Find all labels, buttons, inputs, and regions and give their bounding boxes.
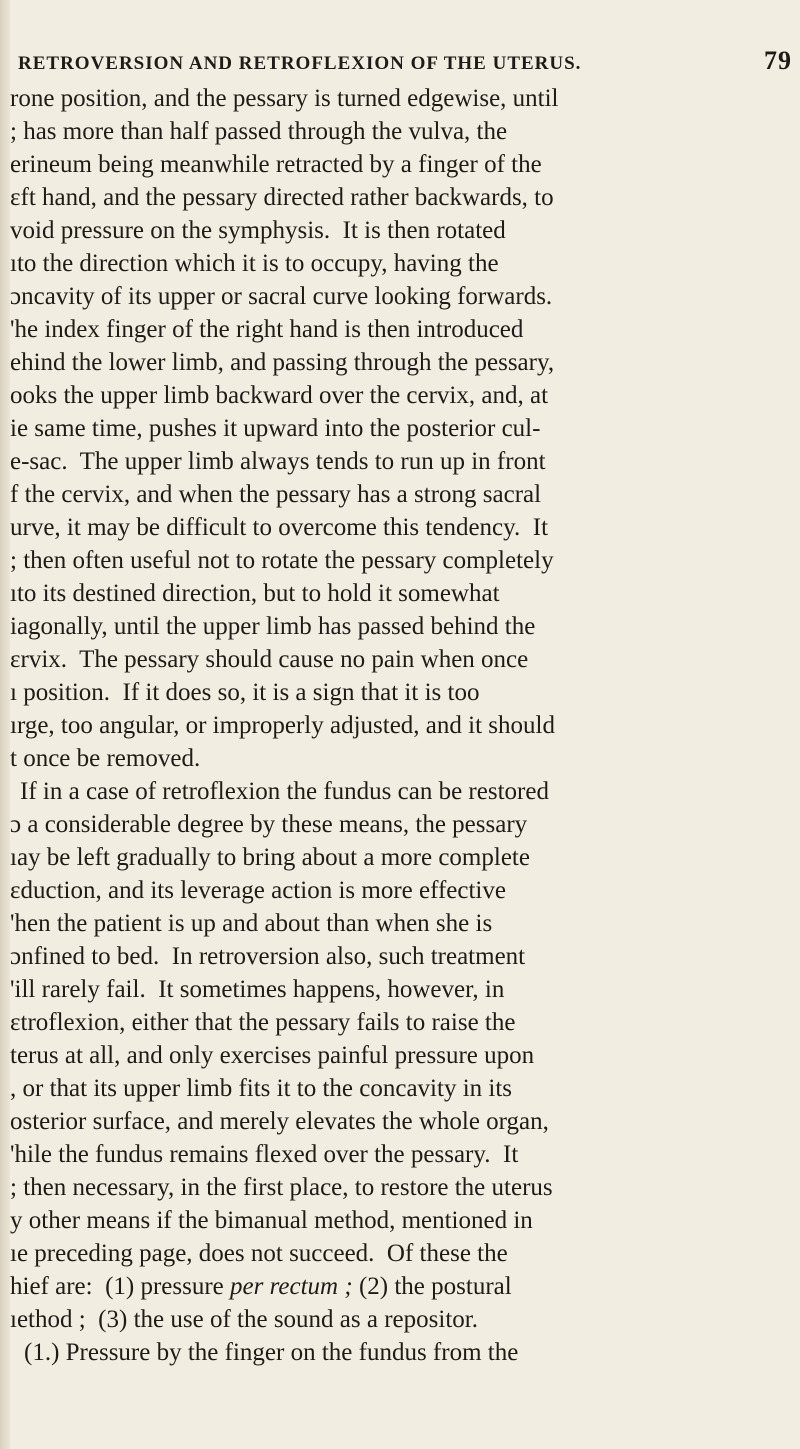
text-line: ıto the direction which it is to occupy, having the: [10, 250, 499, 277]
text-line: ıethod ; (3) the use of the sound as a repositor.: [10, 1306, 478, 1333]
body-text: [10, 82, 800, 1369]
text-line: void pressure on the symphysis. It is then rotated: [10, 217, 506, 244]
paragraph-start-line: If in a case of retroflexion the fundus can be restored: [20, 778, 549, 805]
page-number: 79: [764, 46, 792, 75]
text-line: 'ill rarely fail. It sometimes happens, however, in: [10, 976, 505, 1003]
text-line: ıe preceding page, does not succeed. Of these the: [10, 1240, 508, 1267]
text-line: urve, it may be difficult to overcome this tendency. It: [10, 514, 549, 541]
text-line: ɛft hand, and the pessary directed rather backwards, to: [10, 184, 554, 211]
text-line: , or that its upper limb fits it to the concavity in its: [10, 1075, 513, 1102]
text-line: ; then often useful not to rotate the pessary completely: [10, 547, 554, 574]
text-line: ɔncavity of its upper or sacral curve looking forwards.: [10, 283, 553, 310]
text-line: ı position. If it does so, it is a sign that it is too: [10, 679, 480, 706]
italic-phrase: per rectum ;: [230, 1273, 353, 1300]
text-segment: hief are: (1) pressure: [10, 1273, 231, 1300]
text-line: iagonally, until the upper limb has passed behind the: [10, 613, 536, 640]
text-line: ie same time, pushes it upward into the posterior cul-: [10, 415, 541, 442]
text-line: ɔ a considerable degree by these means, the pessary: [10, 811, 528, 838]
text-line: osterior surface, and merely elevates the whole organ,: [10, 1108, 549, 1135]
text-line: y other means if the bimanual method, mentioned in: [10, 1207, 533, 1234]
text-line-with-italic: [10, 1270, 800, 1303]
text-line: ; has more than half passed through the vulva, the: [10, 118, 508, 145]
text-line: ehind the lower limb, and passing through the pessary,: [10, 349, 555, 376]
text-line: ɛtroflexion, either that the pessary fails to raise the: [10, 1009, 516, 1036]
text-line: ooks the upper limb backward over the cervix, and, at: [10, 382, 549, 409]
text-line: ɔnfined to bed. In retroversion also, such treatment: [10, 943, 526, 970]
page-header: [18, 46, 792, 76]
text-line: ; then necessary, in the first place, to restore the uterus: [10, 1174, 553, 1201]
text-line: ɛrvix. The pessary should cause no pain when once: [10, 646, 529, 673]
text-line: ıay be left gradually to bring about a more complete: [10, 844, 530, 871]
text-line: f the cervix, and when the pessary has a strong sacral: [10, 481, 542, 508]
paragraph-start-line: (1.) Pressure by the finger on the fundus from the: [24, 1339, 519, 1366]
text-line: e-sac. The upper limb always tends to run up in front: [10, 448, 546, 475]
text-line: rone position, and the pessary is turned edgewise, until: [10, 85, 559, 112]
text-line: 'hen the patient is up and about than when she is: [10, 910, 493, 937]
text-line: t once be removed.: [10, 745, 201, 772]
page-binding-edge: [0, 0, 10, 1449]
text-segment: (2) the postural: [352, 1273, 512, 1300]
text-line: 'he index finger of the right hand is then introduced: [10, 316, 524, 343]
text-line: ıto its destined direction, but to hold it somewhat: [10, 580, 500, 607]
text-line: ırge, too angular, or improperly adjusted, and it should: [10, 712, 555, 739]
text-line: 'hile the fundus remains flexed over the pessary. It: [10, 1141, 519, 1168]
running-head: RETROVERSION AND RETROFLEXION OF THE UTERUS.: [18, 53, 582, 74]
text-line: ɛduction, and its leverage action is more effective: [10, 877, 506, 904]
text-line: erineum being meanwhile retracted by a finger of the: [10, 151, 542, 178]
text-line: terus at all, and only exercises painful pressure upon: [10, 1042, 535, 1069]
